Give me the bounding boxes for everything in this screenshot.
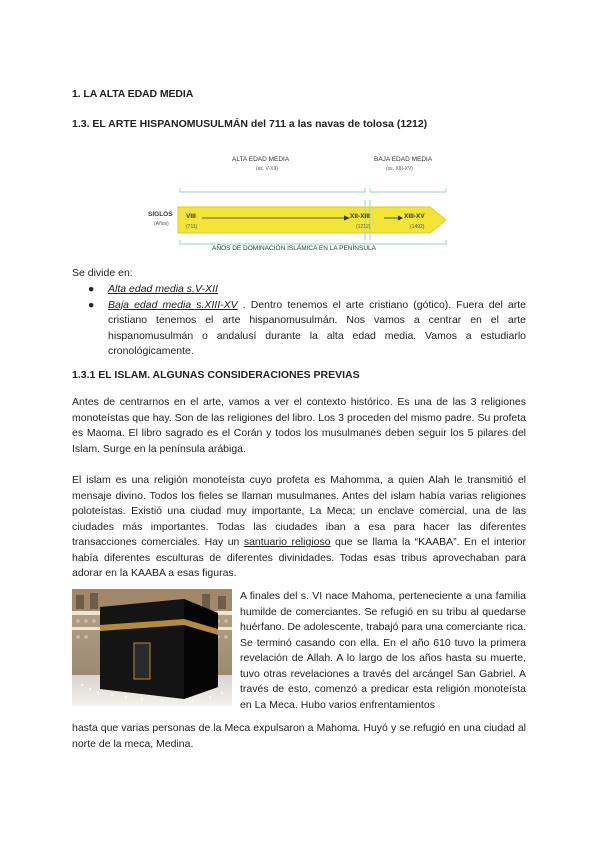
paragraph-mahoma-wrapped: A finales del s. VI nace Mahoma, perteneciente a una familia humilde de comerciantes. Se refugió en su tribu al quedarse huérfano. De adolescente, trabajó para una comerciante rica. Se terminó casando con ella. En el año 610 tuvo la primera revelación de Allah. A lo largo de los años hasta su muerte, tuvo otras revelaciones a través del arcángel San Gabriel. A través de esto, comenzó a predicar esta religión monoteísta en La Meca. Hubo varios enfrentamientos (240, 590, 526, 711)
xiii-xv-label: XIII-XV (404, 213, 425, 220)
bullet-icon: ● (88, 298, 95, 311)
paragraph-islam-text-1: El islam es una religión monoteísta cuyo profeta es Mahomma, a quien Alah le transmitió el mensaje divino. Todos los fieles se llaman musulmanes. Antes del islam había varias religiones poloteístas. Existió una ciudad muy importante, La Meca; un enclave comercial, una de las ciudades más importantes. Todas las ciudades iban a esa para hacer las diferentes transacciones comerciales. Hay un (72, 474, 526, 548)
baja-edad-sub: (ss. XIII-XV) (386, 166, 413, 172)
paragraph-islam-text-2: que se llama la “KAABA”. En el interior había diferentes esculturas de diferentes divinidades. Todas esas tribus aprovechaban para adorar en la KAABA a esas figuras. (72, 536, 526, 579)
paragraph-mahoma-end: hasta que varias personas de la Meca expulsaron a Mahoma. Huyó y se refugió en una ciudad al norte de la meca, Medina. (72, 722, 526, 750)
heading-alta-edad-media: 1. LA ALTA EDAD MEDIA (72, 88, 194, 100)
viii-label: VIII (186, 213, 196, 220)
paragraph-contexto: Antes de centrarnos en el arte, vamos a ver el contexto histórico. Es una de las 3 religiones monoteístas que hay. Son de las religiones del libro. Los 3 proceden del mismo padre. Su profeta es Maoma. El libro sagrado es el Corán y todos los musulmanes deben seguir los 5 pilares del Islam. Surge en la península arábiga. (72, 396, 526, 455)
alta-edad-sub: (ss. V-XII) (256, 166, 278, 172)
siglos-sub: (Años) (154, 221, 169, 227)
timeline-diagram (140, 150, 470, 258)
list-item-text: . Dentro tenemos el arte cristiano (gótico). Fuera del arte cristiano tenemos el arte hispanomusulmán. Nos vamos a centrar en el arte hispanomusulmán o andalusí durante la alta edad media. Vamos a estudiarlo cronológicamente. (108, 298, 526, 357)
kaaba-photo (72, 589, 232, 706)
xii-xiii-label: XII-XIII (350, 213, 370, 220)
baja-edad-link[interactable]: Baja edad media s.XIII-XV (108, 298, 238, 311)
intro-text: Se divide en: (72, 267, 133, 279)
paragraph-islam (72, 473, 526, 582)
alta-edad-link[interactable]: Alta edad media s.V-XII (108, 283, 218, 295)
xii-xiii-sub: (1212) (356, 224, 371, 230)
bullet-icon: ● (88, 283, 95, 295)
xiii-xv-sub: (1492) (410, 224, 425, 230)
santuario-link[interactable]: santuario religioso (243, 536, 331, 548)
heading-arte-hispanomusulman: 1.3. EL ARTE HISPANOMUSULMÁN del 711 a las navas de tolosa (1212) (72, 118, 428, 130)
siglos-label: SIGLOS (148, 211, 173, 218)
timeline-caption: AÑOS DE DOMINACIÓN ISLÁMICA EN LA PENÍNSULA (212, 245, 376, 252)
list-item (88, 298, 526, 360)
list-item (88, 282, 526, 298)
heading-el-islam: 1.3.1 EL ISLAM. ALGUNAS CONSIDERACIONES PREVIAS (72, 369, 360, 381)
period-list (88, 282, 526, 360)
viii-sub: (711) (186, 224, 198, 230)
timeline-graphic (140, 150, 470, 258)
baja-edad-title: BAJA EDAD MEDIA (374, 156, 433, 163)
alta-edad-title: ALTA EDAD MEDIA (232, 156, 290, 163)
